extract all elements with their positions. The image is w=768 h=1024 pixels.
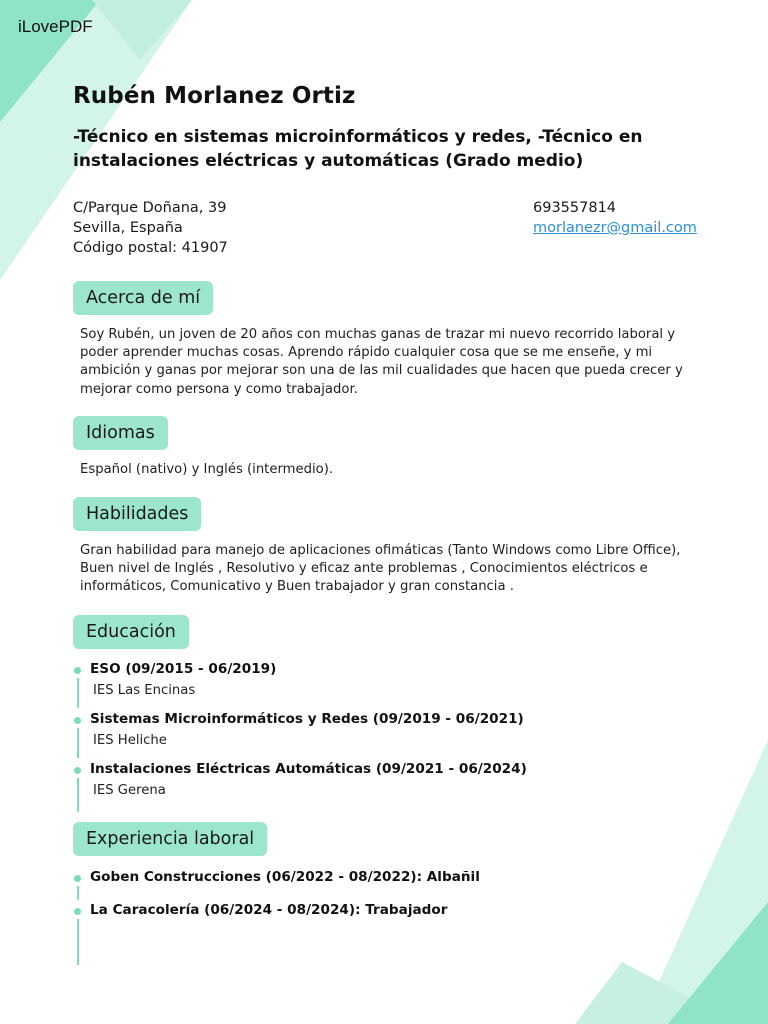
section-title-about: Acerca de mí — [73, 281, 213, 315]
education-item — [74, 761, 714, 811]
timeline-line — [77, 886, 79, 900]
city-line: Sevilla, España — [73, 220, 183, 236]
timeline-dot — [74, 667, 81, 674]
experience-title: La Caracolería (06/2024 - 08/2024): Trabajador — [90, 902, 448, 918]
section-title-education: Educación — [73, 615, 189, 649]
phone-number: 693557814 — [533, 200, 617, 216]
timeline-dot — [74, 767, 81, 774]
email-link[interactable]: morlanezr@gmail.com — [533, 220, 697, 236]
section-title-skills: Habilidades — [73, 497, 201, 531]
timeline-dot — [74, 908, 81, 915]
experience-timeline — [74, 869, 714, 935]
timeline-line — [77, 919, 79, 965]
timeline-dot — [74, 875, 81, 882]
contact-info-block — [533, 198, 697, 238]
experience-item — [74, 902, 714, 935]
timeline-line — [77, 678, 79, 708]
contact-address-block — [73, 198, 228, 258]
education-school: IES Gerena — [93, 783, 166, 798]
education-title: Instalaciones Eléctricas Automáticas (09/2021 - 06/2024) — [90, 761, 527, 777]
education-timeline — [74, 661, 714, 811]
address-line: C/Parque Doñana, 39 — [73, 200, 227, 216]
watermark-text: iLovePDF — [18, 17, 93, 36]
postal-code-line: Código postal: 41907 — [73, 240, 228, 256]
section-title-languages: Idiomas — [73, 416, 168, 450]
section-title-experience: Experiencia laboral — [73, 822, 267, 856]
candidate-name: Rubén Morlanez Ortiz — [73, 83, 356, 109]
experience-title: Goben Construcciones (06/2022 - 08/2022): Albañil — [90, 869, 480, 885]
timeline-dot — [74, 717, 81, 724]
education-title: Sistemas Microinformáticos y Redes (09/2019 - 06/2021) — [90, 711, 524, 727]
timeline-line — [77, 728, 79, 758]
education-school: IES Heliche — [93, 733, 167, 748]
about-text: Soy Rubén, un joven de 20 años con muchas ganas de trazar mi nuevo recorrido laboral y poder aprender muchas cosas. Aprendo rápido cualquier cosa que se me enseñe, y mi ambición y ganas por mejorar son una de las mil cualidades que hacen que pueda crecer y mejorar como persona y como trabajador. — [80, 327, 683, 397]
candidate-subtitle: -Técnico en sistemas microinformáticos y redes, -Técnico en instalaciones eléctricas y automáticas (Grado medio) — [73, 127, 643, 171]
education-item — [74, 711, 714, 761]
experience-item — [74, 869, 714, 902]
education-title: ESO (09/2015 - 06/2019) — [90, 661, 277, 677]
skills-text: Gran habilidad para manejo de aplicaciones ofimáticas (Tanto Windows como Libre Office), Buen nivel de Inglés , Resolutivo y eficaz ante problemas , Conocimientos eléctricos e informáticos, Comunicativo y Buen trabajador y gran constancia . — [80, 543, 681, 595]
languages-text: Español (nativo) y Inglés (intermedio). — [80, 462, 334, 477]
education-school: IES Las Encinas — [93, 683, 196, 698]
education-item — [74, 661, 714, 711]
timeline-line — [77, 778, 79, 812]
